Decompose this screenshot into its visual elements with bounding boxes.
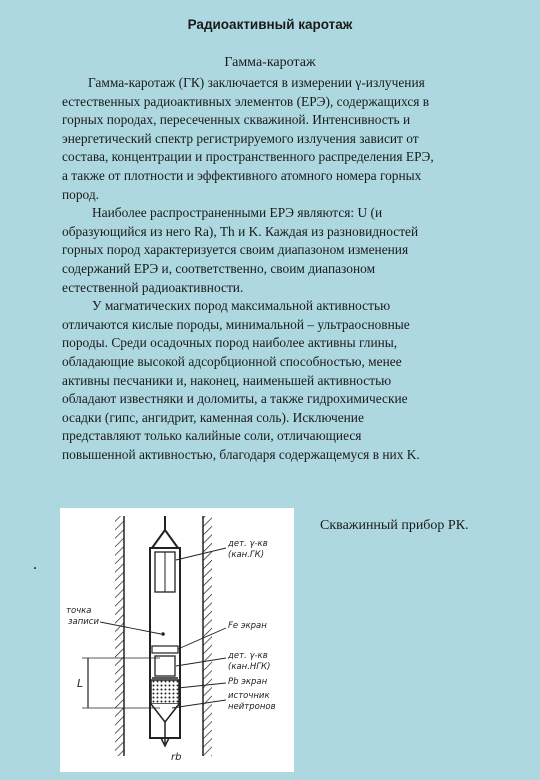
text-line: горных породах, пересеченных скважиной. Интенсивность и [62, 112, 411, 128]
text-line: отличаются кислые породы, минимальной – ультраосновные [62, 316, 410, 332]
label-L: L [77, 677, 84, 690]
text-line: горных пород характеризуется своим диапазоном изменения [62, 242, 409, 258]
body-text [62, 74, 510, 464]
text-line: пород. [62, 186, 100, 202]
borehole-tool-diagram [60, 508, 294, 772]
text-line: содержаний ЕРЭ и, соответственно, своим диапазоном [62, 260, 376, 276]
text-line: естественной радиоактивности. [62, 279, 244, 295]
label-record-point: точка [66, 606, 92, 616]
text-line: состава, концентрации и пространственного распределения ЕРЭ, [62, 149, 434, 165]
paragraph-3 [62, 297, 510, 464]
borehole-wall-left [115, 516, 124, 756]
page-title: Радиоактивный каротаж [187, 17, 353, 32]
label-fe-screen: Fe экран [228, 621, 267, 631]
label-pb-screen: Pb экран [228, 677, 268, 687]
record-point [161, 632, 165, 636]
text-line: образующийся из него Ra), Th и K. Каждая из разновидностей [62, 223, 419, 239]
paragraph-2 [62, 204, 510, 297]
text-line: обладающие высокой адсорбционной способностью, менее [62, 353, 402, 369]
label-det-gk: дет. γ-кв [228, 539, 268, 549]
label-source-2: нейтронов [228, 702, 276, 712]
paragraph-1 [62, 74, 510, 204]
text-line: У магматических пород максимальной активностью [92, 298, 391, 314]
detector-ngk [155, 656, 175, 676]
text-line: активны песчаники и, наконец, наименьшей активностью [62, 372, 392, 388]
fe-screen [152, 646, 178, 653]
label-det-ngk-channel: (кан.НГК) [228, 662, 271, 672]
pb-screen [151, 680, 179, 704]
text-line: обладают известняки и доломиты, а также гидрохимические [62, 391, 408, 407]
text-line: представляют только калийные соли, отличающиеся [62, 428, 362, 444]
text-line: естественных радиоактивных элементов (ЕРЭ), содержащихся в [62, 93, 430, 109]
text-line: энергетический спектр регистрируемого излучения зависит от [62, 130, 419, 146]
text-line: осадки (гипс, ангидрит, каменная соль). Исключение [62, 409, 364, 425]
label-det-ngk: дет. γ-кв [228, 651, 268, 661]
borehole-tool-drawing [60, 508, 294, 772]
bullet-dot: . [33, 556, 37, 573]
label-det-gk-channel: (кан.ГК) [228, 550, 265, 560]
text-line: повышенной активностью, благодаря содержащемуся в них K. [62, 446, 420, 462]
text-line: Наиболее распространенными ЕРЭ являются: U (и [92, 205, 383, 221]
label-source: источник [228, 691, 270, 701]
text-line: Гамма-каротаж (ГК) заключается в измерении γ-излучения [88, 75, 425, 90]
figure-caption: Скважинный прибор РК. [320, 518, 469, 533]
text-line: а также от плотности и эффективного атомного номера горных [62, 167, 422, 183]
section-subtitle: Гамма-каротаж [224, 55, 316, 70]
text-line: породы. Среди осадочных пород наиболее активны глины, [62, 335, 398, 351]
label-rb: rb [171, 752, 182, 763]
label-record-point-2: записи [68, 617, 100, 627]
